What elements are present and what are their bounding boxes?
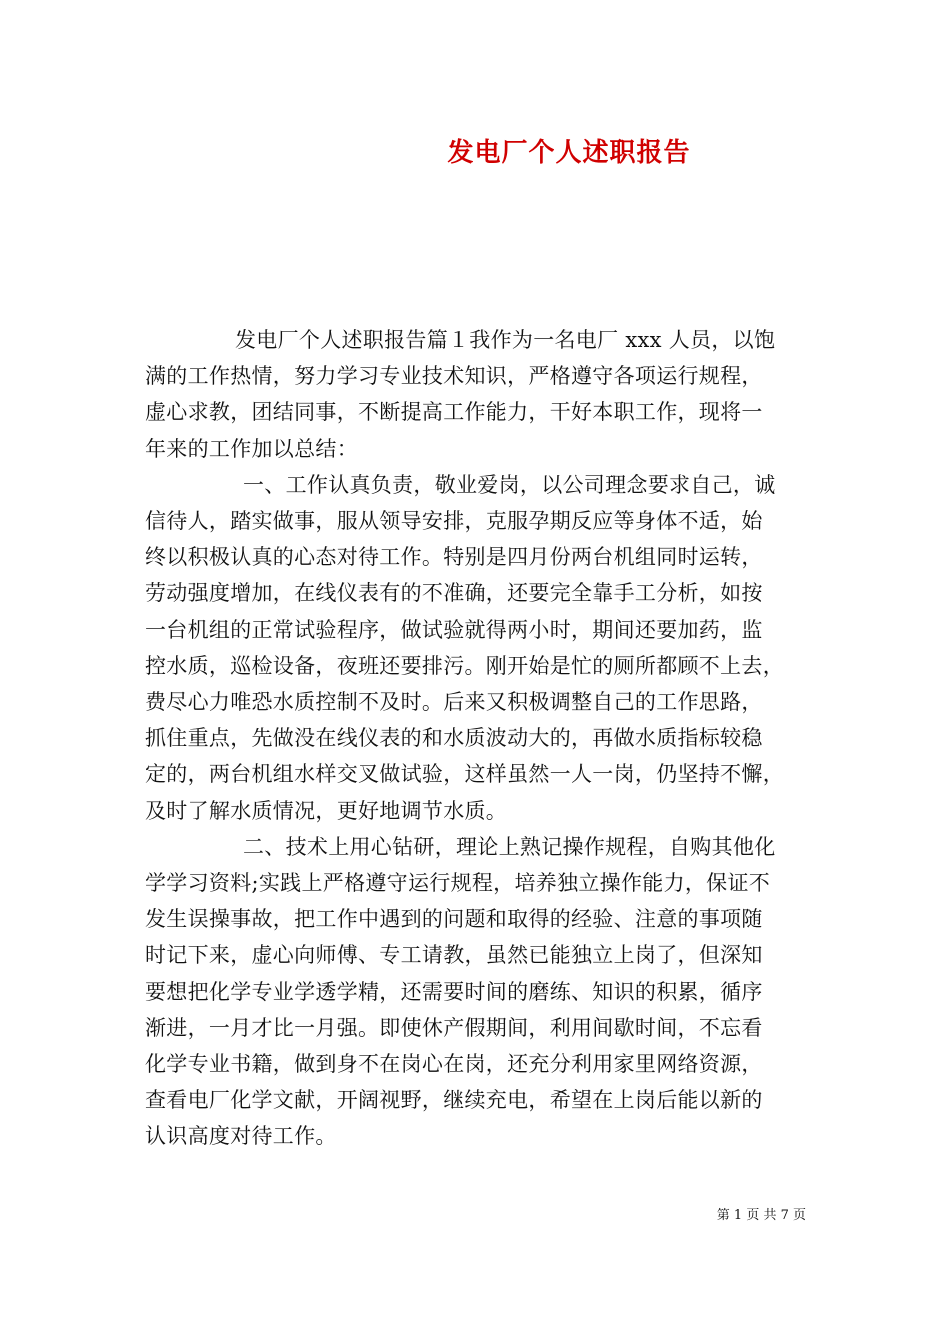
text-line: 年来的工作加以总结：	[145, 436, 358, 461]
text-line: 满的工作热情，努力学习专业技术知识，严格遵守各项运行规程，	[145, 364, 763, 389]
text-line: 信待人，踏实做事，服从领导安排，克服孕期反应等身体不适，始	[145, 509, 763, 534]
text-line: 定的，两台机组水样交叉做试验，这样虽然一人一岗，仍坚持不懈，	[145, 762, 784, 787]
text-line: 控水质，巡检设备，夜班还要排污。刚开始是忙的厕所都顾不上去，	[145, 653, 784, 678]
paragraph-intro	[145, 322, 817, 467]
page-number-footer: 第 1 页 共 7 页	[716, 1208, 806, 1223]
text-line: 一、工作认真负责，敬业爱岗，以公司理念要求自己，诚	[243, 472, 776, 497]
document-title: 发电厂个人述职报告	[447, 138, 691, 168]
text-line: 劳动强度增加，在线仪表有的不准确，还要完全靠手工分析，如按	[145, 581, 763, 606]
text-line: 查看电厂化学文献，开阔视野，继续充电，希望在上岗后能以新的	[145, 1088, 763, 1113]
text-line: 时记下来，虚心向师傅、专工请教，虽然已能独立上岗了，但深知	[145, 943, 763, 968]
paragraph-section-2	[145, 829, 817, 1155]
text-line: 发电厂个人述职报告篇１我作为一名电厂 xxx 人员，以饱	[235, 328, 776, 352]
text-line: 二、技术上用心钻研，理论上熟记操作规程，自购其他化	[243, 834, 776, 859]
text-line: 终以积极认真的心态对待工作。特别是四月份两台机组同时运转，	[145, 545, 763, 570]
document-body	[145, 322, 817, 1155]
paragraph-section-1	[145, 467, 817, 829]
text-line: 及时了解水质情况，更好地调节水质。	[145, 798, 508, 823]
text-line: 发生误操事故，把工作中遇到的问题和取得的经验、注意的事项随	[145, 907, 763, 932]
text-line: 学学习资料;实践上严格遵守运行规程，培养独立操作能力，保证不	[145, 871, 771, 896]
text-line: 认识高度对待工作。	[145, 1124, 337, 1149]
text-line: 费尽心力唯恐水质控制不及时。后来又积极调整自己的工作思路，	[145, 690, 763, 715]
text-line: 渐进，一月才比一月强。即使休产假期间，利用间歇时间，不忘看	[145, 1015, 763, 1040]
text-line: 要想把化学专业学透学精，还需要时间的磨练、知识的积累，循序	[145, 979, 763, 1004]
text-line: 化学专业书籍，做到身不在岗心在岗，还充分利用家里网络资源，	[145, 1052, 763, 1077]
text-line: 虚心求教，团结同事，不断提高工作能力，干好本职工作，现将一	[145, 400, 763, 425]
text-line: 一台机组的正常试验程序，做试验就得两小时，期间还要加药，监	[145, 617, 763, 642]
text-line: 抓住重点，先做没在线仪表的和水质波动大的，再做水质指标较稳	[145, 726, 763, 751]
